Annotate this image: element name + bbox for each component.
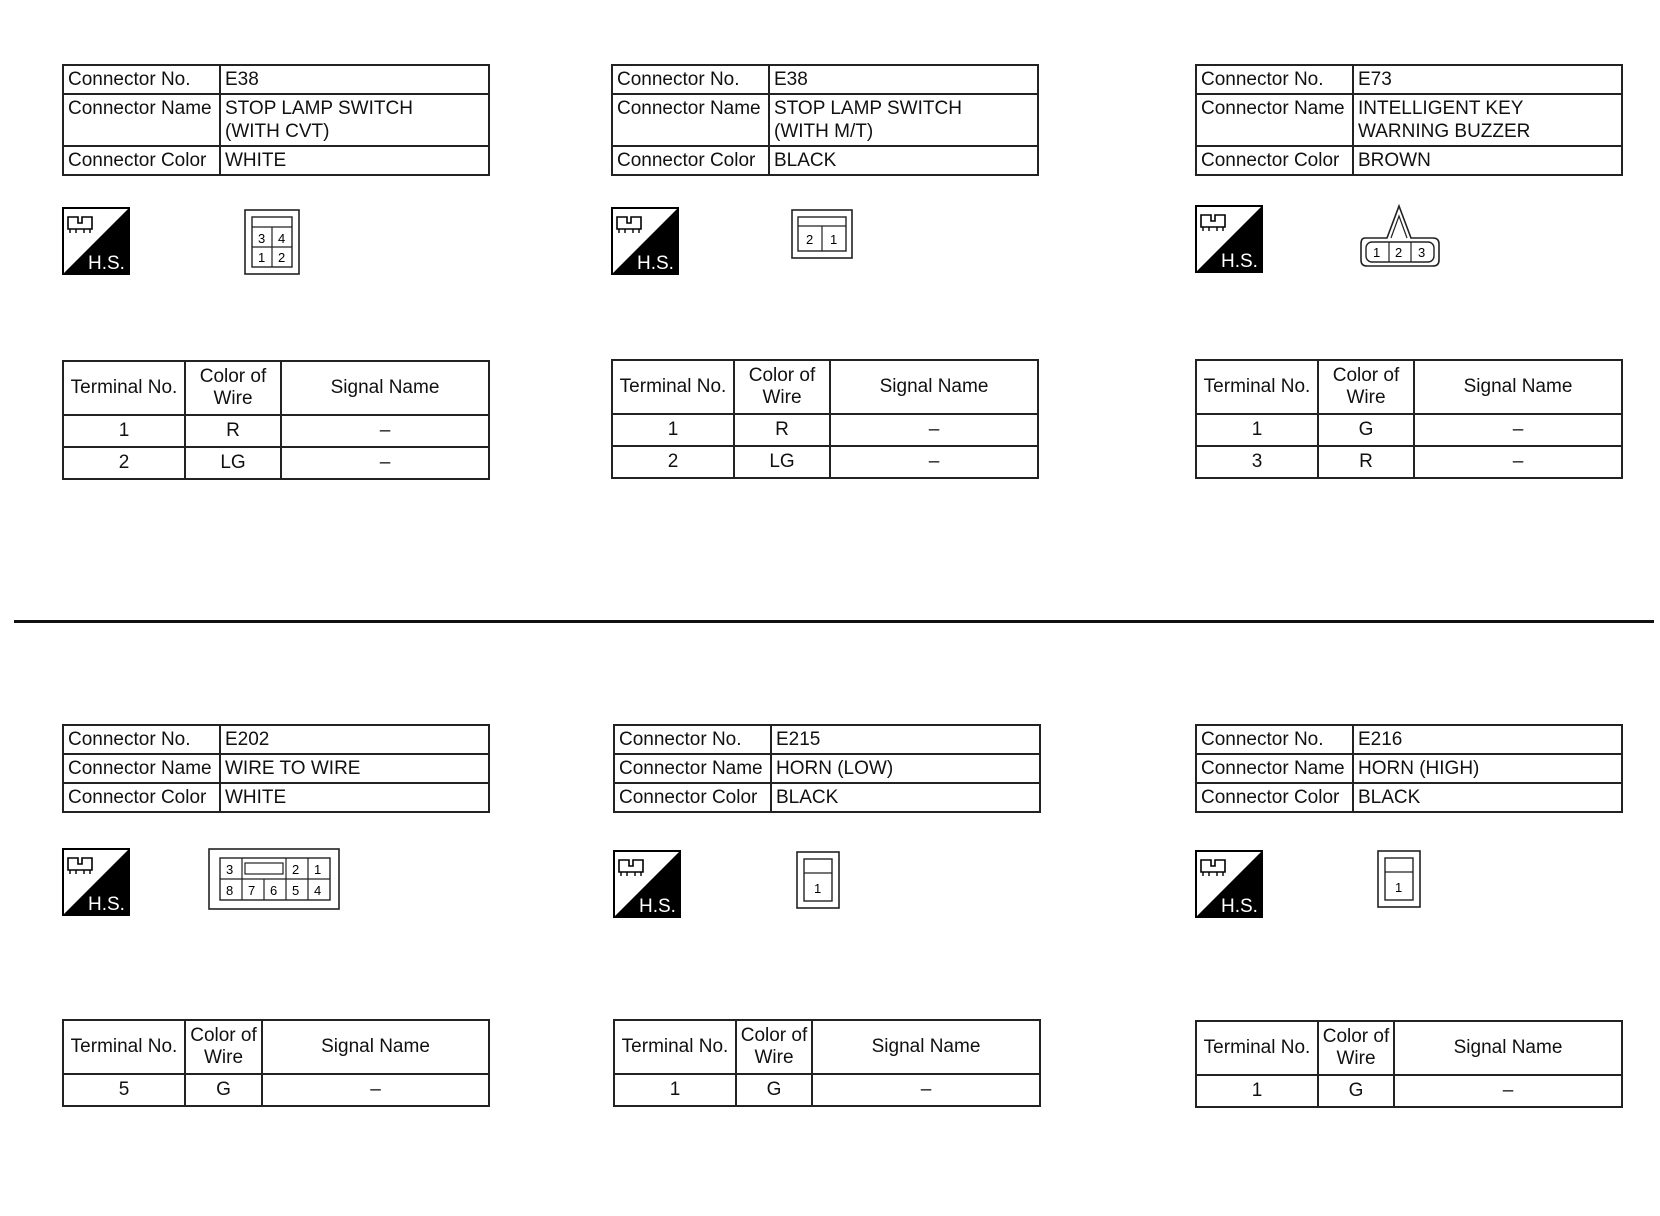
- pin-label: 4: [278, 231, 286, 246]
- wire-color-header-line: Color of: [748, 365, 816, 386]
- connector-no-value: E202: [220, 725, 489, 754]
- connector-name-value: [769, 94, 1038, 146]
- wire-color-cell: R: [185, 415, 281, 447]
- terminal-no-cell: 1: [614, 1074, 736, 1106]
- pin-label: 2: [278, 250, 286, 265]
- connector-info-table: [1195, 724, 1623, 813]
- pin-label: 5: [292, 883, 300, 898]
- terminal-no-header: Terminal No.: [612, 360, 734, 414]
- wire-color-header-line: Wire: [762, 387, 802, 408]
- pin-label: 7: [248, 883, 256, 898]
- harness-side-connector-icon: [1195, 205, 1263, 273]
- pin-label: 1: [314, 862, 322, 877]
- signal-name-cell: –: [281, 447, 489, 479]
- connector-face-diagram: [791, 209, 853, 259]
- wire-color-header-line: Color of: [199, 366, 267, 387]
- terminal-no-header: Terminal No.: [1196, 1021, 1318, 1075]
- harness-side-connector-icon: [611, 207, 679, 275]
- hs-label: H.S.: [1221, 896, 1258, 917]
- connector-name-row: [63, 94, 489, 146]
- wire-color-cell: R: [734, 414, 830, 446]
- connector-no-value: E38: [220, 65, 489, 94]
- signal-name-header: Signal Name: [812, 1020, 1040, 1074]
- pin-label: 1: [1395, 880, 1403, 895]
- connector-info-table: [1195, 64, 1623, 176]
- hs-label: H.S.: [639, 896, 676, 917]
- connector-name-line: STOP LAMP SWITCH: [225, 98, 413, 119]
- hs-label: H.S.: [1221, 251, 1258, 272]
- terminal-header-row: [612, 360, 1038, 414]
- wire-color-cell: G: [185, 1074, 262, 1106]
- signal-name-header: Signal Name: [262, 1020, 489, 1074]
- connector-name-value: [220, 94, 489, 146]
- signal-name-cell: –: [281, 415, 489, 447]
- connector-color-label: Connector Color: [63, 146, 220, 175]
- terminal-header-row: [63, 361, 489, 415]
- pin-label: 2: [1395, 245, 1403, 260]
- connector-name-label: Connector Name: [63, 94, 220, 146]
- connector-color-label: Connector Color: [614, 783, 771, 812]
- wire-color-cell: G: [736, 1074, 812, 1106]
- terminal-header-row: [63, 1020, 489, 1074]
- wire-color-cell: G: [1318, 1075, 1394, 1107]
- terminal-table: [1195, 1020, 1623, 1108]
- harness-side-connector-icon: [613, 850, 681, 918]
- connector-name-label: Connector Name: [614, 754, 771, 783]
- connector-color-value: WHITE: [220, 146, 489, 175]
- signal-name-cell: –: [830, 446, 1038, 478]
- connector-no-row: [1196, 65, 1622, 94]
- connector-no-row: [1196, 725, 1622, 754]
- pin-label: 4: [314, 883, 322, 898]
- connector-no-value: E73: [1353, 65, 1622, 94]
- connector-name-row: [614, 754, 1040, 783]
- terminal-header-row: [1196, 360, 1622, 414]
- wire-color-header-line: Wire: [1336, 1048, 1376, 1069]
- connector-name-row: [63, 754, 489, 783]
- connector-name-row: [612, 94, 1038, 146]
- harness-side-connector-icon: [1195, 850, 1263, 918]
- wire-color-header-line: Color of: [740, 1025, 808, 1046]
- signal-name-cell: –: [830, 414, 1038, 446]
- connector-no-row: [63, 725, 489, 754]
- connector-info-table: [62, 724, 490, 813]
- pin-label: 2: [292, 862, 300, 877]
- signal-name-cell: –: [1414, 414, 1622, 446]
- table-row: [1196, 414, 1622, 446]
- connector-name-label: Connector Name: [1196, 94, 1353, 146]
- connector-name-line: STOP LAMP SWITCH: [774, 98, 962, 119]
- connector-name-line: (WITH M/T): [774, 121, 874, 142]
- connector-face-diagram: [1357, 204, 1443, 270]
- table-row: [614, 1074, 1040, 1106]
- terminal-no-cell: 5: [63, 1074, 185, 1106]
- connector-face-diagram: [244, 209, 300, 275]
- terminal-table: [613, 1019, 1041, 1107]
- connector-color-label: Connector Color: [1196, 783, 1353, 812]
- connector-face-diagram: [1377, 850, 1421, 908]
- signal-name-header: Signal Name: [1394, 1021, 1622, 1075]
- wire-color-header: [734, 360, 830, 414]
- wire-color-cell: R: [1318, 446, 1414, 478]
- connector-color-label: Connector Color: [612, 146, 769, 175]
- connector-no-value: E216: [1353, 725, 1622, 754]
- connector-name-value: HORN (HIGH): [1353, 754, 1622, 783]
- table-row: [63, 415, 489, 447]
- connector-no-row: [612, 65, 1038, 94]
- table-row: [1196, 1075, 1622, 1107]
- connector-color-value: BLACK: [769, 146, 1038, 175]
- signal-name-header: Signal Name: [281, 361, 489, 415]
- table-row: [63, 1074, 489, 1106]
- connector-no-value: E38: [769, 65, 1038, 94]
- pin-label: 3: [226, 862, 234, 877]
- terminal-no-cell: 1: [1196, 414, 1318, 446]
- terminal-table: [611, 359, 1039, 479]
- connector-name-line: INTELLIGENT KEY: [1358, 98, 1524, 119]
- wire-color-header-line: Wire: [754, 1047, 794, 1068]
- connector-color-row: [1196, 146, 1622, 175]
- wire-color-header: [736, 1020, 812, 1074]
- signal-name-cell: –: [1394, 1075, 1622, 1107]
- pin-label: 8: [226, 883, 234, 898]
- connector-no-label: Connector No.: [63, 65, 220, 94]
- pin-label: 6: [270, 883, 278, 898]
- connector-no-value: E215: [771, 725, 1040, 754]
- connector-no-label: Connector No.: [1196, 725, 1353, 754]
- connector-info-table: [613, 724, 1041, 813]
- connector-color-row: [63, 783, 489, 812]
- terminal-header-row: [1196, 1021, 1622, 1075]
- terminal-no-header: Terminal No.: [63, 1020, 185, 1074]
- pin-label: 2: [806, 232, 814, 247]
- connector-color-row: [612, 146, 1038, 175]
- connector-color-value: WHITE: [220, 783, 489, 812]
- connector-name-row: [1196, 754, 1622, 783]
- connector-info-table: [62, 64, 490, 176]
- terminal-no-cell: 1: [612, 414, 734, 446]
- table-row: [63, 447, 489, 479]
- connector-face-diagram: [796, 851, 840, 909]
- connector-no-label: Connector No.: [614, 725, 771, 754]
- connector-color-value: BLACK: [1353, 783, 1622, 812]
- pin-label: 1: [830, 232, 838, 247]
- connector-color-label: Connector Color: [63, 783, 220, 812]
- connector-name-value: HORN (LOW): [771, 754, 1040, 783]
- harness-side-connector-icon: [62, 848, 130, 916]
- hs-label: H.S.: [637, 253, 674, 274]
- signal-name-header: Signal Name: [1414, 360, 1622, 414]
- terminal-no-header: Terminal No.: [614, 1020, 736, 1074]
- connector-color-row: [63, 146, 489, 175]
- wire-color-header-line: Wire: [213, 388, 253, 409]
- terminal-table: [1195, 359, 1623, 479]
- wire-color-header-line: Color of: [1322, 1026, 1390, 1047]
- terminal-no-cell: 3: [1196, 446, 1318, 478]
- terminal-no-cell: 2: [63, 447, 185, 479]
- terminal-no-header: Terminal No.: [1196, 360, 1318, 414]
- section-divider: [14, 620, 1654, 623]
- connector-name-row: [1196, 94, 1622, 146]
- terminal-table: [62, 1019, 490, 1107]
- pin-label: 1: [814, 881, 822, 896]
- connector-no-label: Connector No.: [612, 65, 769, 94]
- wire-color-cell: LG: [185, 447, 281, 479]
- connector-color-row: [614, 783, 1040, 812]
- connector-no-label: Connector No.: [63, 725, 220, 754]
- wire-color-header-line: Color of: [190, 1025, 257, 1046]
- connector-no-row: [63, 65, 489, 94]
- signal-name-cell: –: [262, 1074, 489, 1106]
- terminal-no-cell: 2: [612, 446, 734, 478]
- wire-color-header-line: Color of: [1332, 365, 1400, 386]
- pin-label: 1: [1373, 245, 1381, 260]
- terminal-no-header: Terminal No.: [63, 361, 185, 415]
- table-row: [1196, 446, 1622, 478]
- table-row: [612, 414, 1038, 446]
- wire-color-header-line: Wire: [1346, 387, 1386, 408]
- connector-face-diagram: [208, 848, 340, 910]
- wire-color-header-line: Wire: [203, 1047, 244, 1068]
- hs-label: H.S.: [88, 253, 125, 274]
- connector-no-row: [614, 725, 1040, 754]
- connector-name-line: WARNING BUZZER: [1358, 121, 1531, 142]
- connector-name-label: Connector Name: [612, 94, 769, 146]
- connector-name-label: Connector Name: [63, 754, 220, 783]
- signal-name-header: Signal Name: [830, 360, 1038, 414]
- terminal-header-row: [614, 1020, 1040, 1074]
- signal-name-cell: –: [1414, 446, 1622, 478]
- wire-color-header: [185, 361, 281, 415]
- connector-color-label: Connector Color: [1196, 146, 1353, 175]
- terminal-no-cell: 1: [63, 415, 185, 447]
- wire-color-header: [185, 1020, 262, 1074]
- hs-label: H.S.: [88, 894, 125, 915]
- connector-no-label: Connector No.: [1196, 65, 1353, 94]
- connector-color-value: BLACK: [771, 783, 1040, 812]
- wire-color-cell: G: [1318, 414, 1414, 446]
- connector-info-table: [611, 64, 1039, 176]
- wire-color-header: [1318, 1021, 1394, 1075]
- table-row: [612, 446, 1038, 478]
- connector-name-line: (WITH CVT): [225, 121, 330, 142]
- connector-name-value: [1353, 94, 1622, 146]
- connector-color-row: [1196, 783, 1622, 812]
- terminal-table: [62, 360, 490, 480]
- pin-label: 3: [258, 231, 266, 246]
- wire-color-cell: LG: [734, 446, 830, 478]
- signal-name-cell: –: [812, 1074, 1040, 1106]
- wire-color-header: [1318, 360, 1414, 414]
- terminal-no-cell: 1: [1196, 1075, 1318, 1107]
- harness-side-connector-icon: [62, 207, 130, 275]
- pin-label: 1: [258, 250, 266, 265]
- connector-name-label: Connector Name: [1196, 754, 1353, 783]
- pin-label: 3: [1418, 245, 1426, 260]
- connector-name-value: WIRE TO WIRE: [220, 754, 489, 783]
- connector-color-value: BROWN: [1353, 146, 1622, 175]
